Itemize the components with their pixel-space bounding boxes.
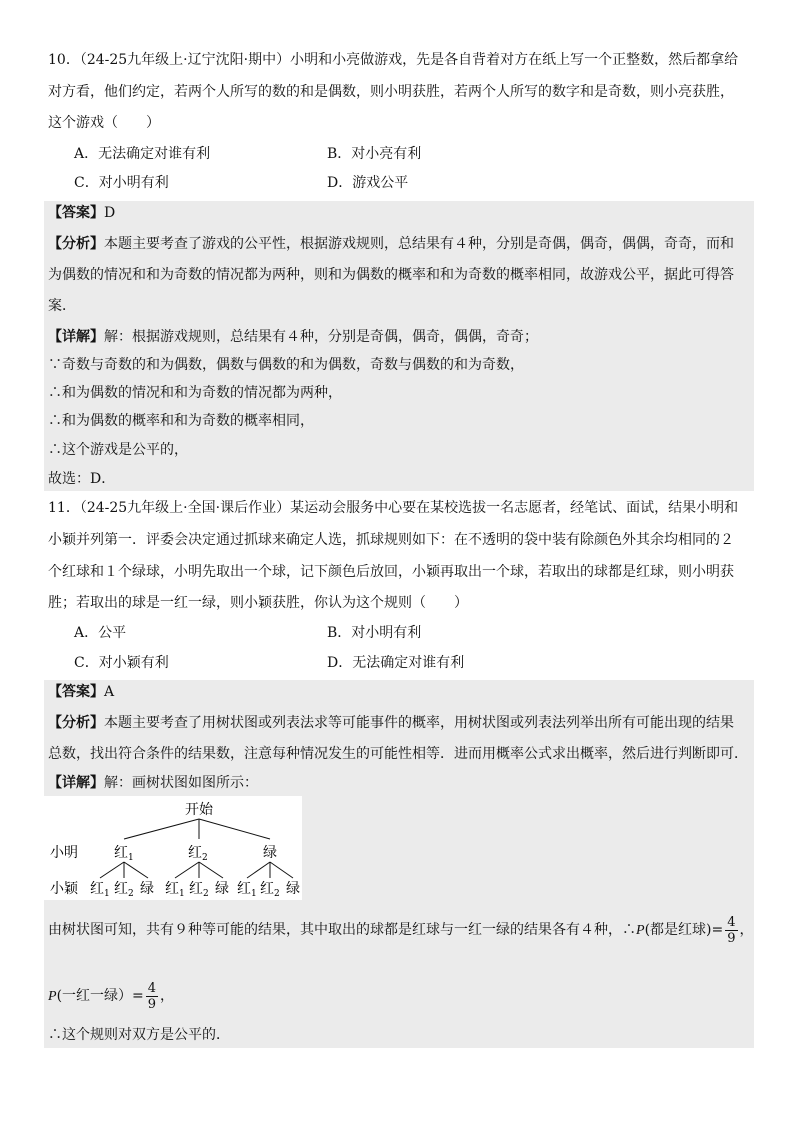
- node-label: 红: [90, 881, 104, 897]
- node-sub: 2: [202, 853, 208, 863]
- q10-detail-line1: [48, 326, 538, 348]
- answer-label: 【答案】: [48, 205, 104, 221]
- tree-node-green: 绿: [263, 845, 277, 861]
- q11-stem-line1: 11．（24-25九年级上·全国·课后作业）某运动会服务中心要在某校选拔一名志愿者，经笔试、面试，结果小明和: [48, 500, 739, 516]
- answer-label: 【答案】: [48, 684, 104, 700]
- fraction-denominator: 9: [727, 930, 736, 946]
- fraction-denominator: 9: [147, 996, 157, 1012]
- node-sub: 1: [128, 853, 134, 863]
- analysis-label: 【分析】: [48, 236, 104, 252]
- analysis-label: 【分析】: [48, 715, 104, 731]
- conclusion-text: 由树状图可知，共有９种等可能的结果，其中取出的球都是红球与一红一绿的结果各有４种，∴: [48, 922, 636, 938]
- q10-answer: [48, 202, 115, 224]
- q11-conclusion-line2: [48, 979, 174, 1014]
- q10-analysis-line2: 为偶数的情况和和为奇数的情况都为两种，则和为偶数的概率和和为奇数的概率相同，故游戏公平，据此可得答: [48, 267, 734, 283]
- answer-value: D: [104, 205, 116, 221]
- node-label: 红: [260, 881, 274, 897]
- q10-detail-line6: 故选：D．: [48, 471, 116, 487]
- q11-option-a: A．公平: [74, 625, 127, 641]
- comma: ，: [739, 922, 754, 938]
- comma: ，: [160, 988, 175, 1004]
- fraction-four-ninths: [725, 915, 737, 946]
- p-symbol: P: [48, 989, 57, 1004]
- p-symbol: P: [636, 923, 645, 938]
- tree-leaf-3: 绿: [140, 881, 154, 897]
- q10-option-b: B．对小亮有利: [327, 146, 422, 162]
- detail-label: 【详解】: [48, 775, 104, 791]
- tree-row-label-xiaoying: 小颖: [50, 881, 78, 897]
- q10-detail-line2: ∵奇数与奇数的和为偶数，偶数与偶数的和为偶数，奇数与偶数的和为奇数，: [48, 357, 524, 373]
- q10-detail-line5: ∴这个游戏是公平的，: [48, 442, 188, 458]
- q11-conclusion-line1: [48, 913, 754, 948]
- tree-diagram: [44, 796, 302, 900]
- node-label: 红: [165, 881, 179, 897]
- q10-detail-line3: ∴和为偶数的情况和和为奇数的情况都为两种，: [48, 385, 342, 401]
- node-sub: 1: [251, 889, 257, 899]
- detail-label: 【详解】: [48, 329, 104, 345]
- node-label: 红: [114, 881, 128, 897]
- tree-root: 开始: [185, 802, 213, 818]
- q11-analysis-line1: [48, 712, 734, 734]
- detail-text: 解：画树状图如图所示：: [104, 775, 258, 791]
- q10-stem-line1: 10．（24-25九年级上·辽宁沈阳·期中）小明和小亮做游戏，先是各自背着对方在纸上写一个正整数，然后都拿给: [48, 52, 739, 68]
- node-label: 红: [114, 845, 128, 861]
- node-sub: 2: [274, 889, 280, 899]
- q11-stem-line2: 小颖并列第一．评委会决定通过抓球来确定人选，抓球规则如下：在不透明的袋中装有除颜色外其余均相同的２: [48, 532, 734, 548]
- tree-leaf-6: 绿: [215, 881, 229, 897]
- fraction-four-ninths: [146, 981, 158, 1012]
- q11-option-b: B．对小明有利: [327, 625, 422, 641]
- fraction-numerator: 4: [727, 914, 736, 930]
- q11-final-conclusion: ∴这个规则对双方是公平的．: [48, 1027, 230, 1043]
- node-label: 红: [189, 881, 203, 897]
- q11-option-d: D．无法确定对谁有利: [327, 655, 465, 671]
- node-label: 红: [188, 845, 202, 861]
- q11-stem-line4: 胜；若取出的球是一红一绿，则小颖获胜，你认为这个规则（ ）: [48, 595, 468, 611]
- node-sub: 1: [179, 889, 185, 899]
- equals-sign: =: [711, 922, 724, 938]
- tree-leaf-9: 绿: [286, 881, 300, 897]
- q10-option-d: D．游戏公平: [327, 175, 409, 191]
- answer-value: A: [104, 684, 115, 700]
- q11-option-c: C．对小颖有利: [74, 655, 169, 671]
- q11-detail-line1: [48, 772, 258, 794]
- q11-stem-line3: 个红球和１个绿球，小明先取出一个球，记下颜色后放回，小颖再取出一个球，若取出的球都是红球，则小明获: [48, 564, 734, 580]
- detail-text: 解：根据游戏规则，总结果有４种，分别是奇偶，偶奇，偶偶，奇奇；: [104, 329, 538, 345]
- analysis-text: 本题主要考查了用树状图或列表法求等可能事件的概率，用树状图或列表法列举出所有可能出现的结果: [104, 715, 734, 731]
- fraction-numerator: 4: [147, 980, 157, 996]
- equals-sign: =: [132, 988, 144, 1004]
- q11-analysis-line2: 总数，找出符合条件的结果数，注意每种情况发生的可能性相等．进而用概率公式求出概率，然后进行判断即可．: [48, 746, 748, 762]
- q10-option-c: C．对小明有利: [74, 175, 169, 191]
- q10-stem-line2: 对方看，他们约定，若两个人所写的数的和是偶数，则小明获胜，若两个人所写的数字和是奇数，则小亮获胜，: [48, 84, 734, 100]
- node-sub: 1: [104, 889, 110, 899]
- q11-answer: [48, 681, 114, 703]
- node-label: 红: [237, 881, 251, 897]
- tree-row-label-xiaoming: 小明: [50, 845, 78, 861]
- q10-stem-line3: 这个游戏（ ）: [48, 115, 160, 131]
- event-one-red-one-green: (一红一绿）: [56, 988, 133, 1004]
- node-sub: 2: [203, 889, 209, 899]
- q10-analysis-line3: 案．: [48, 298, 76, 314]
- q10-analysis-line1: [48, 233, 734, 255]
- event-all-red: (都是红球): [644, 922, 712, 938]
- q10-option-a: A．无法确定对谁有利: [74, 146, 211, 162]
- q10-detail-line4: ∴和为偶数的概率和和为奇数的概率相同，: [48, 413, 314, 429]
- analysis-text: 本题主要考查了游戏的公平性，根据游戏规则，总结果有４种，分别是奇偶，偶奇，偶偶，奇奇，而和: [104, 236, 734, 252]
- node-sub: 2: [128, 889, 134, 899]
